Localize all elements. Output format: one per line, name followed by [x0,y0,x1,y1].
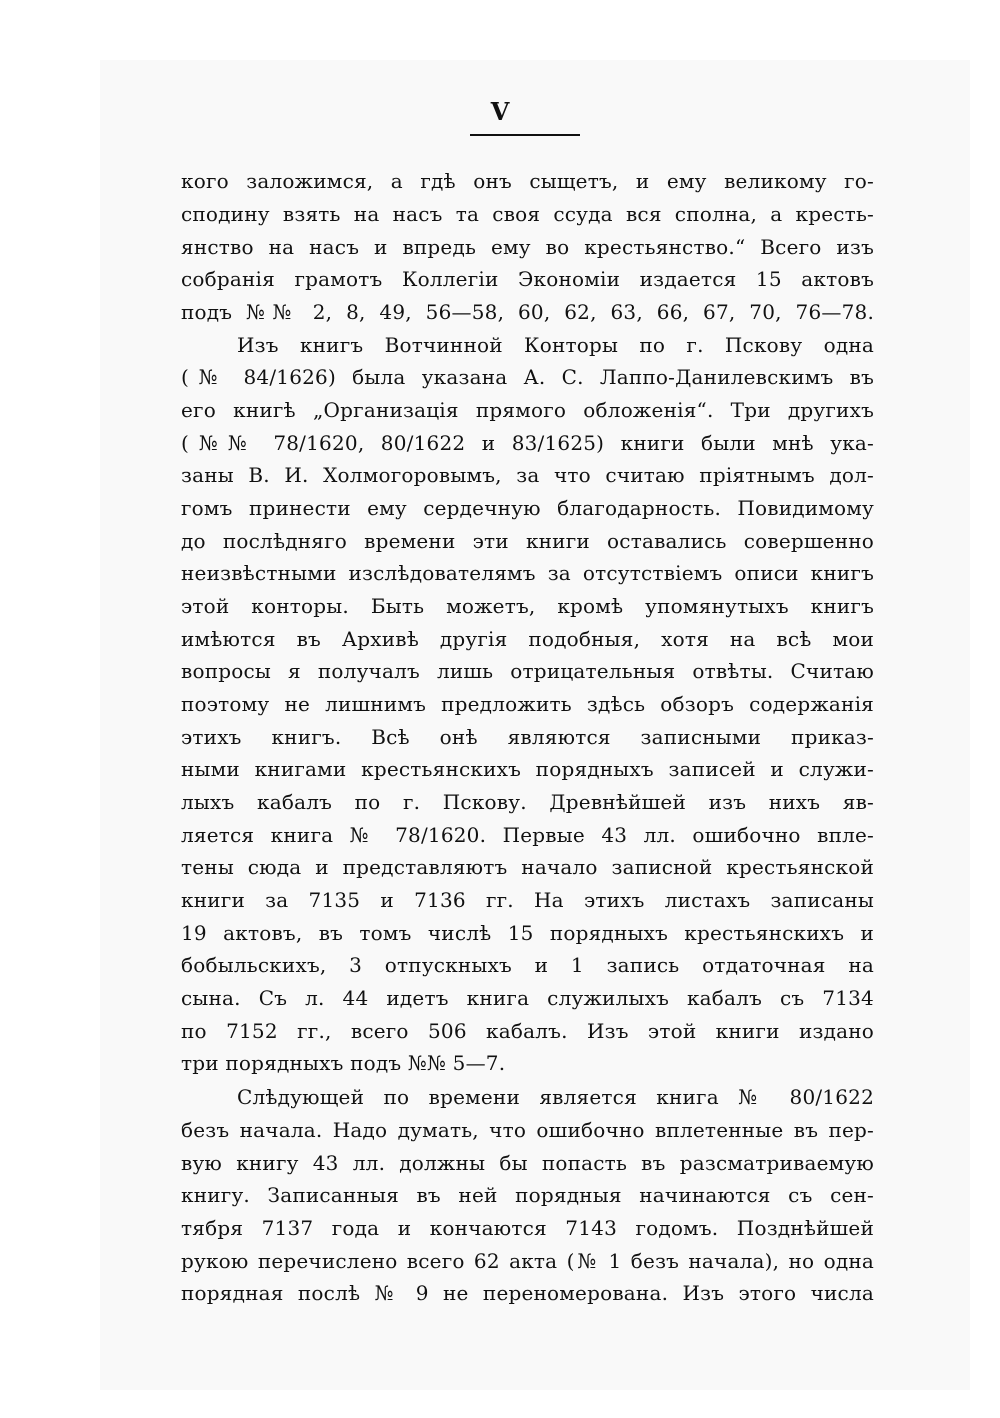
text-line: этихъ книгъ. Всѣ онѣ являются записными приказ- [181,725,874,749]
text-line: книгу. Записанныя въ ней порядныя начинаются съ сен- [181,1183,874,1207]
page-number: V [490,97,510,126]
text-line: (№ 84/1626) была указана А. С. Лаппо-Данилевскимъ въ [181,365,874,389]
text-line: неизвѣстными изслѣдователямъ за отсутствіемъ описи книгъ [181,561,874,585]
text-line: кого заложимся, а гдѣ онъ сыщетъ, и ему великому го- [181,169,874,193]
text-line: гомъ принести ему сердечную благодарность. Повидимому [181,496,874,520]
text-line: вую книгу 43 лл. должны бы попасть въ разсматриваемую [181,1151,874,1175]
text-line: до послѣдняго времени эти книги оставались совершенно [181,529,874,553]
text-line: заны В. И. Холмогоровымъ, за что считаю пріятнымъ дол- [181,463,874,487]
text-line: Изъ книгъ Вотчинной Конторы по г. Пскову одна [237,333,874,357]
text-line: рукою перечислено всего 62 акта (№ 1 безъ начала), но одна [181,1249,874,1273]
text-line: этой конторы. Быть можетъ, кромѣ упомянутыхъ книгъ [181,594,874,618]
text-line: тября 7137 года и кончаются 7143 годомъ. Позднѣйшей [181,1216,874,1240]
text-line: 19 актовъ, въ томъ числѣ 15 порядныхъ крестьянскихъ и [181,921,874,945]
text-line: имѣются въ Архивѣ другія подобныя, хотя на всѣ мои [181,627,874,651]
text-line: поэтому не лишнимъ предложить здѣсь обзоръ содержанія [181,692,874,716]
text-line: книги за 7135 и 7136 гг. На этихъ листахъ записаны [181,888,874,912]
text-line: собранія грамотъ Коллегіи Экономіи издается 15 актовъ [181,267,874,291]
text-line: янство на насъ и впредь ему во крестьянство.“ Всего изъ [181,235,874,259]
text-line: сына. Съ л. 44 идетъ книга служилыхъ кабалъ съ 7134 [181,986,874,1010]
text-line: по 7152 гг., всего 506 кабалъ. Изъ этой книги издано [181,1019,874,1043]
text-line: три порядныхъ подъ №№ 5—7. [181,1051,506,1075]
text-line: ляется книга № 78/1620. Первые 43 лл. ошибочно впле- [181,823,874,847]
text-line: вопросы я получалъ лишь отрицательныя отвѣты. Считаю [181,659,874,683]
text-line: порядная послѣ № 9 не переномерована. Изъ этого числа [181,1281,874,1305]
text-line: бобыльскихъ, 3 отпускныхъ и 1 запись отдаточная на [181,953,874,977]
text-line: подъ №№ 2, 8, 49, 56—58, 60, 62, 63, 66, 67, 70, 76—78. [181,300,874,324]
text-line: Слѣдующей по времени является книга № 80/1622 [237,1085,874,1109]
text-line: лыхъ кабалъ по г. Пскову. Древнѣйшей изъ нихъ яв- [181,790,874,814]
text-line: тены сюда и представляютъ начало записной крестьянской [181,855,874,879]
text-line: сподину взять на насъ та своя ссуда вся сполна, а кресть- [181,202,874,226]
text-line: безъ начала. Надо думать, что ошибочно вплетенные въ пер- [181,1118,874,1142]
text-line: ными книгами крестьянскихъ порядныхъ записей и служи- [181,757,874,781]
text-line: его книгѣ „Организація прямого обложенія“. Три другихъ [181,398,874,422]
text-line: (№№ 78/1620, 80/1622 и 83/1625) книги были мнѣ ука- [181,431,874,455]
